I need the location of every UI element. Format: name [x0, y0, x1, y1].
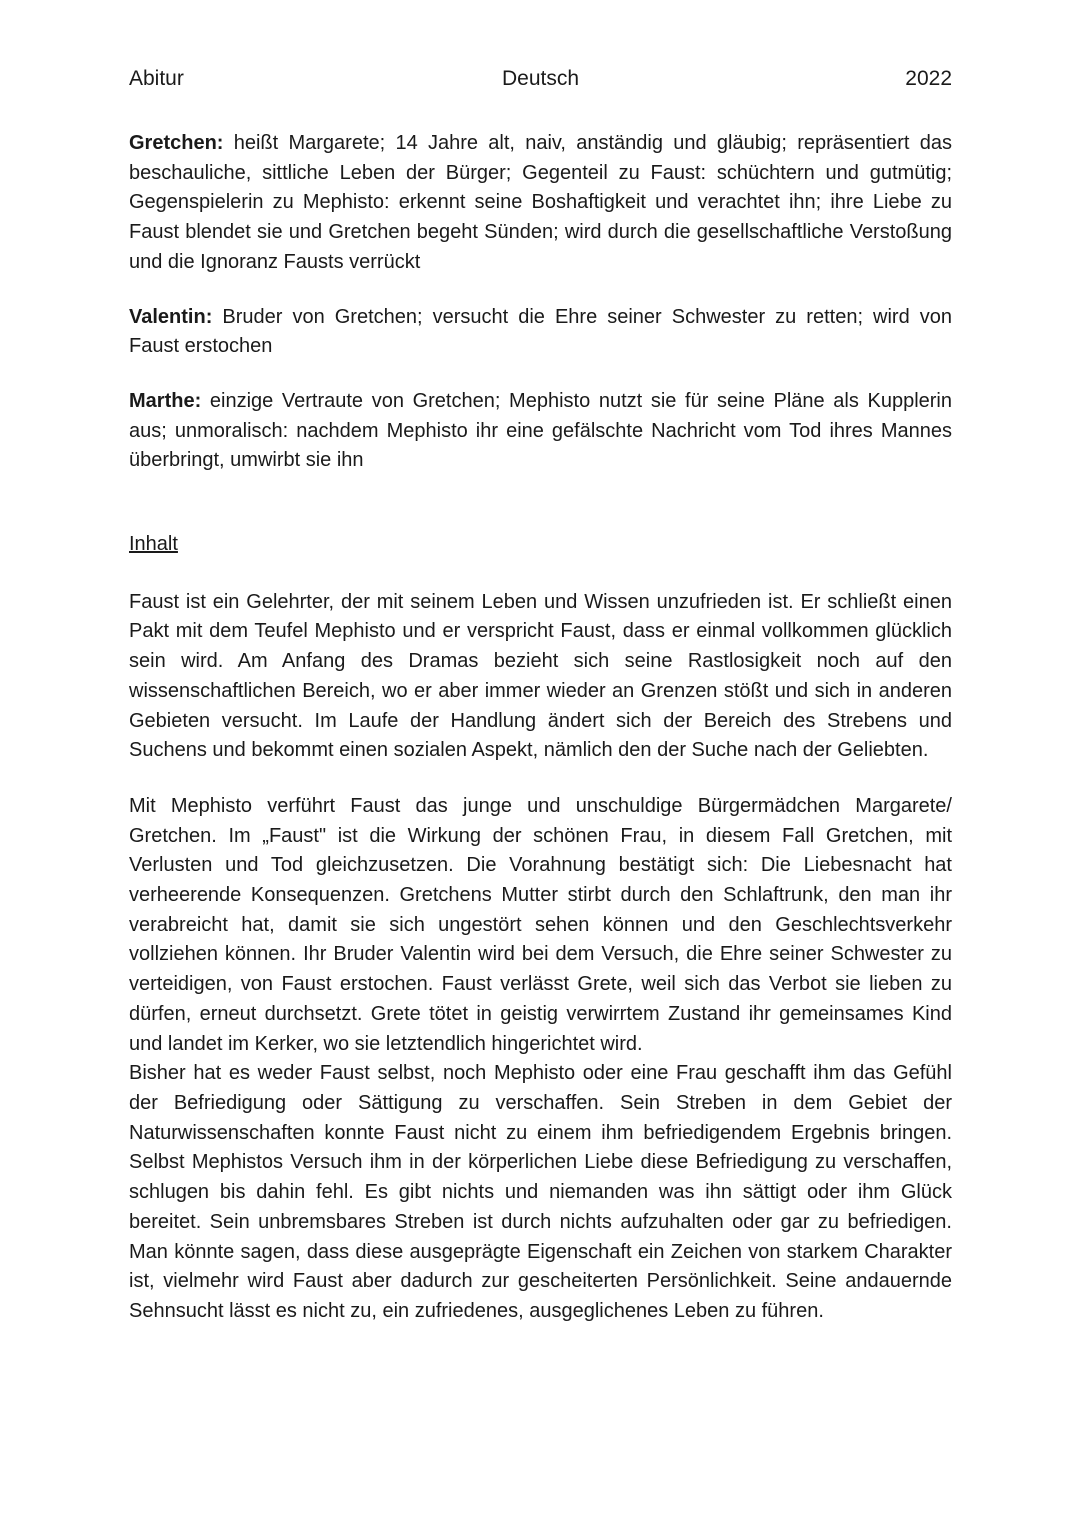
body-paragraph: Mit Mephisto verführt Faust das junge und unschuldige Bürgermädchen Margarete/ Gretchen. Im „Faust" ist die Wirkung der schönen Frau, in diesem Fall Gretchen, mit Verlusten und Tod gleichzusetzen. Die Vorahnung bestätigt sich: Die Liebesnacht hat verheerende Konsequenzen. Gretchens Mutter stirbt durch den Schlaftrunk, den man ihr verabreicht hat, damit sie sich ungestört sehen können und den Geschlechtsverkehr vollziehen können. Ihr Bruder Valentin wird bei dem Versuch, die Ehre seiner Schwester zu verteidigen, von Faust erstochen. Faust verlässt Grete, weil sich das Verbot sie lieben zu dürfen, erneut durchsetzt. Grete tötet in geistig verwirrtem Zustand ihr gemeinsames Kind und landet im Kerker, wo sie letztendlich hingerichtet wird. — [129, 794, 952, 1055]
character-name: Valentin: — [129, 305, 213, 328]
body-paragraph: Faust ist ein Gelehrter, der mit seinem Leben und Wissen unzufrieden ist. Er schließt einen Pakt mit dem Teufel Mephisto und er verspricht Faust, dass er einmal vollkommen glücklich sein wird. Am Anfang des Dramas bezieht sich seine Rastlosigkeit noch auf den wissenschaftlichen Bereich, wo er aber immer wieder an Grenzen stößt und sich in anderen Gebieten versucht. Im Laufe der Handlung ändert sich der Bereich des Strebens und Suchens und bekommt einen sozialen Aspekt, nämlich den der Suche nach der Geliebten. — [129, 590, 952, 762]
character-entry-gretchen — [129, 129, 952, 278]
section-heading-inhalt: Inhalt — [129, 533, 178, 556]
character-description: heißt Margarete; 14 Jahre alt, naiv, anständig und gläubig; repräsentiert das beschauliche, sittliche Leben der Bürger; Gegenteil zu Faust: schüchtern und gutmütig; Gegenspielerin zu Mephisto: erkennt seine Boshaftigkeit und verachtet ihn; ihre Liebe zu Faust blendet sie und Gretchen begeht Sünden; wird durch die gesellschaftliche Verstoßung und die Ignoranz Fausts verrückt — [129, 132, 952, 273]
character-entry-valentin — [129, 303, 952, 362]
document-body — [129, 129, 952, 1327]
header-subject: Deutsch — [501, 67, 580, 90]
header-year: 2022 — [905, 67, 952, 90]
header-subject-level: Abitur — [129, 67, 184, 90]
character-description: einzige Vertraute von Gretchen; Mephisto nutzt sie für seine Pläne als Kupplerin aus; unmoralisch: nachdem Mephisto ihr eine gefälschte Nachricht vom Tod ihres Mannes überbringt, umwirbt sie ihn — [129, 389, 952, 472]
body-paragraph: Bisher hat es weder Faust selbst, noch Mephisto oder eine Frau geschafft ihm das Gefühl der Befriedigung oder Sättigung zu verschaffen. Sein Streben in dem Gebiet der Naturwissenschaften konnte Faust nicht zu einem ihm befriedigendem Ergebnis bringen. Selbst Mephistos Versuch ihm in der körperlichen Liebe diese Befriedigung zu verschaffen, schlugen bis dahin fehl. Es gibt nichts und niemanden was ihn sättigt oder ihm Glück bereitet. Sein unbremsbares Streben ist durch nichts aufzuhalten oder gar zu befriedigen. Man könnte sagen, dass diese ausgeprägte Eigenschaft ein Zeichen von starkem Charakter ist, vielmehr wird Faust aber dadurch zur gescheiterten Persönlichkeit. Seine andauernde Sehnsucht lässt es nicht zu, ein zufriedenes, ausgeglichenes Leben zu führen. — [129, 1062, 952, 1322]
page-header — [129, 64, 952, 94]
character-entry-marthe — [129, 387, 952, 476]
character-name: Marthe: — [129, 389, 202, 412]
character-description: Bruder von Gretchen; versucht die Ehre seiner Schwester zu retten; wird von Faust erstochen — [129, 305, 952, 358]
character-name: Gretchen: — [129, 132, 224, 154]
